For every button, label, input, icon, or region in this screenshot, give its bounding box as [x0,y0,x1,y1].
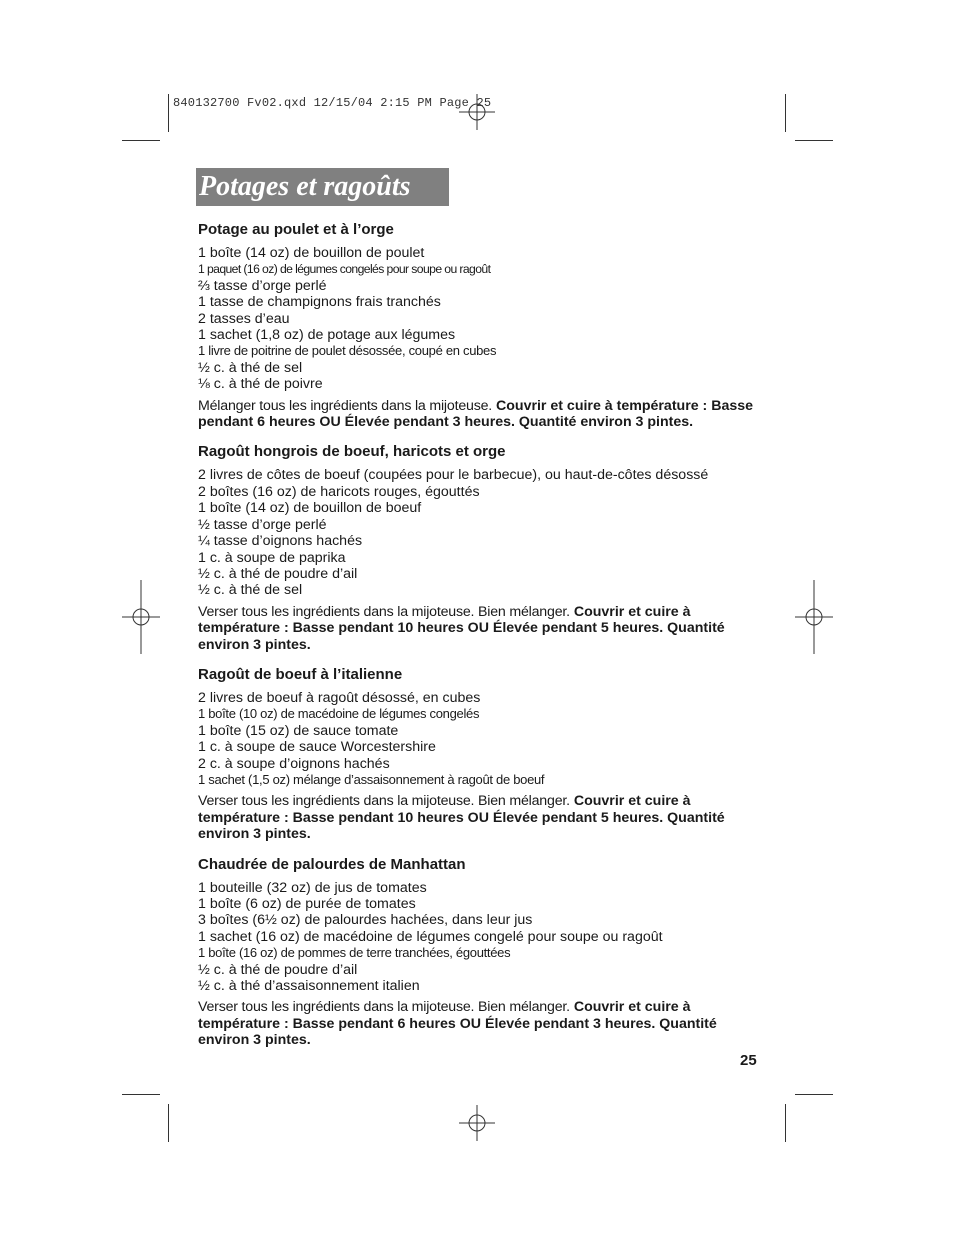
printer-slug: 840132700 Fv02.qxd 12/15/04 2:15 PM Page 25 [173,96,492,110]
ingredient: 1 boîte (15 oz) de sauce tomate [198,722,399,739]
ingredient: 2 c. à soupe d’oignons hachés [198,755,390,772]
cooking-directions: Couvrir et cuire à température : Basse pendant 10 heures OU Élevée pendant 5 heures. Quantité environ 3 pintes. [198,603,725,653]
cooking-directions: Couvrir et cuire à température : Basse pendant 6 heures OU Élevée pendant 3 heures. Quantité environ 3 pintes. [198,999,717,1049]
ingredient: 1 tasse de champignons frais tranchés [198,294,441,311]
crop-mark [122,140,160,141]
ingredient: 1 boîte (14 oz) de bouillon de poulet [198,245,425,261]
ingredient: 1 paquet (16 oz) de légumes congelés pour soupe ou ragoût [198,262,491,277]
ingredient: ⅛ c. à thé de poivre [198,376,323,393]
cooking-directions: Couvrir et cuire à température : Basse pendant 10 heures OU Élevée pendant 5 heures. Quantité environ 3 pintes. [198,793,725,843]
ingredient: 1 livre de poitrine de poulet désossée, coupé en cubes [198,343,497,359]
crop-mark [122,1094,160,1095]
recipe-instructions [198,604,768,653]
recipe-list [198,220,768,1061]
ingredient: 1 sachet (1,8 oz) de potage aux légumes [198,327,456,344]
ingredient: 2 tasses d’eau [198,310,290,327]
recipe-instructions [198,793,768,842]
ingredient: ½ c. à thé de poudre d’ail [198,961,358,978]
ingredient: 3 boîtes (6½ oz) de palourdes hachées, dans leur jus [198,912,533,929]
crop-mark [168,1104,169,1142]
registration-mark-icon [122,580,160,654]
recipe [198,220,768,430]
ingredient-list [198,690,768,788]
title-banner [196,168,449,206]
ingredient: 2 livres de côtes de boeuf (coupées pour le barbecue), ou haut-de-côtes désossé [198,467,709,484]
recipe [198,665,768,843]
ingredient: 2 livres de boeuf à ragoût désossé, en cubes [198,689,481,706]
cooking-directions: Couvrir et cuire à température : Basse pendant 6 heures OU Élevée pendant 3 heures. Quantité environ 3 pintes. [198,397,754,431]
recipe-title: Ragoût hongrois de boeuf, haricots et orge [198,443,506,461]
instructions-text: Mélanger tous les ingrédients dans la mijoteuse. [198,397,493,414]
ingredient: 1 boîte (10 oz) de macédoine de légumes congelés [198,706,480,722]
crop-mark [168,94,169,132]
recipe-title: Ragoût de boeuf à l’italienne [198,665,403,683]
ingredient: 1 c. à soupe de sauce Worcestershire [198,739,436,756]
recipe-instructions [198,999,768,1048]
ingredient: 1 boîte (14 oz) de bouillon de boeuf [198,500,422,517]
ingredient: 1 sachet (16 oz) de macédoine de légumes congelé pour soupe ou ragoût [198,928,663,945]
ingredient: ½ c. à thé de poudre d’ail [198,565,358,582]
crop-mark [795,1094,833,1095]
ingredient: 2 boîtes (16 oz) de haricots rouges, égouttés [198,483,480,500]
crop-mark [785,1104,786,1142]
registration-mark-icon [459,1105,495,1141]
registration-mark-icon [795,580,833,654]
ingredient: 1 bouteille (32 oz) de jus de tomates [198,879,427,896]
recipe [198,855,768,1049]
ingredient: 1 sachet (1,5 oz) mélange d’assaisonnement à ragoût de boeuf [198,771,545,787]
ingredient: 1 boîte (16 oz) de pommes de terre tranchées, égouttées [198,945,511,961]
crop-mark [795,140,833,141]
ingredient: ½ c. à thé d’assaisonnement italien [198,978,420,995]
ingredient: ¼ tasse d’oignons hachés [198,533,363,550]
instructions-text: Verser tous les ingrédients dans la mijoteuse. Bien mélanger. [198,793,570,810]
recipe-instructions [198,398,768,431]
ingredient: ½ c. à thé de sel [198,582,303,599]
page-title: Potages et ragoûts [199,171,411,202]
crop-mark [785,94,786,132]
instructions-text: Verser tous les ingrédients dans la mijoteuse. Bien mélanger. [198,603,570,620]
ingredient-list [198,467,768,598]
ingredient: ½ c. à thé de sel [198,359,303,376]
ingredient: 1 boîte (6 oz) de purée de tomates [198,896,416,912]
page-number: 25 [740,1052,757,1069]
recipe-title: Chaudrée de palourdes de Manhattan [198,855,466,873]
registration-mark-icon [459,94,495,130]
ingredient-list [198,880,768,995]
instructions-text: Verser tous les ingrédients dans la mijoteuse. Bien mélanger. [198,999,570,1016]
ingredient: ½ tasse d’orge perlé [198,516,327,533]
ingredient-list [198,245,768,393]
ingredient: 1 c. à soupe de paprika [198,549,346,566]
recipe [198,442,768,652]
recipe-title: Potage au poulet et à l’orge [198,221,394,238]
ingredient: ⅔ tasse d’orge perlé [198,277,327,294]
